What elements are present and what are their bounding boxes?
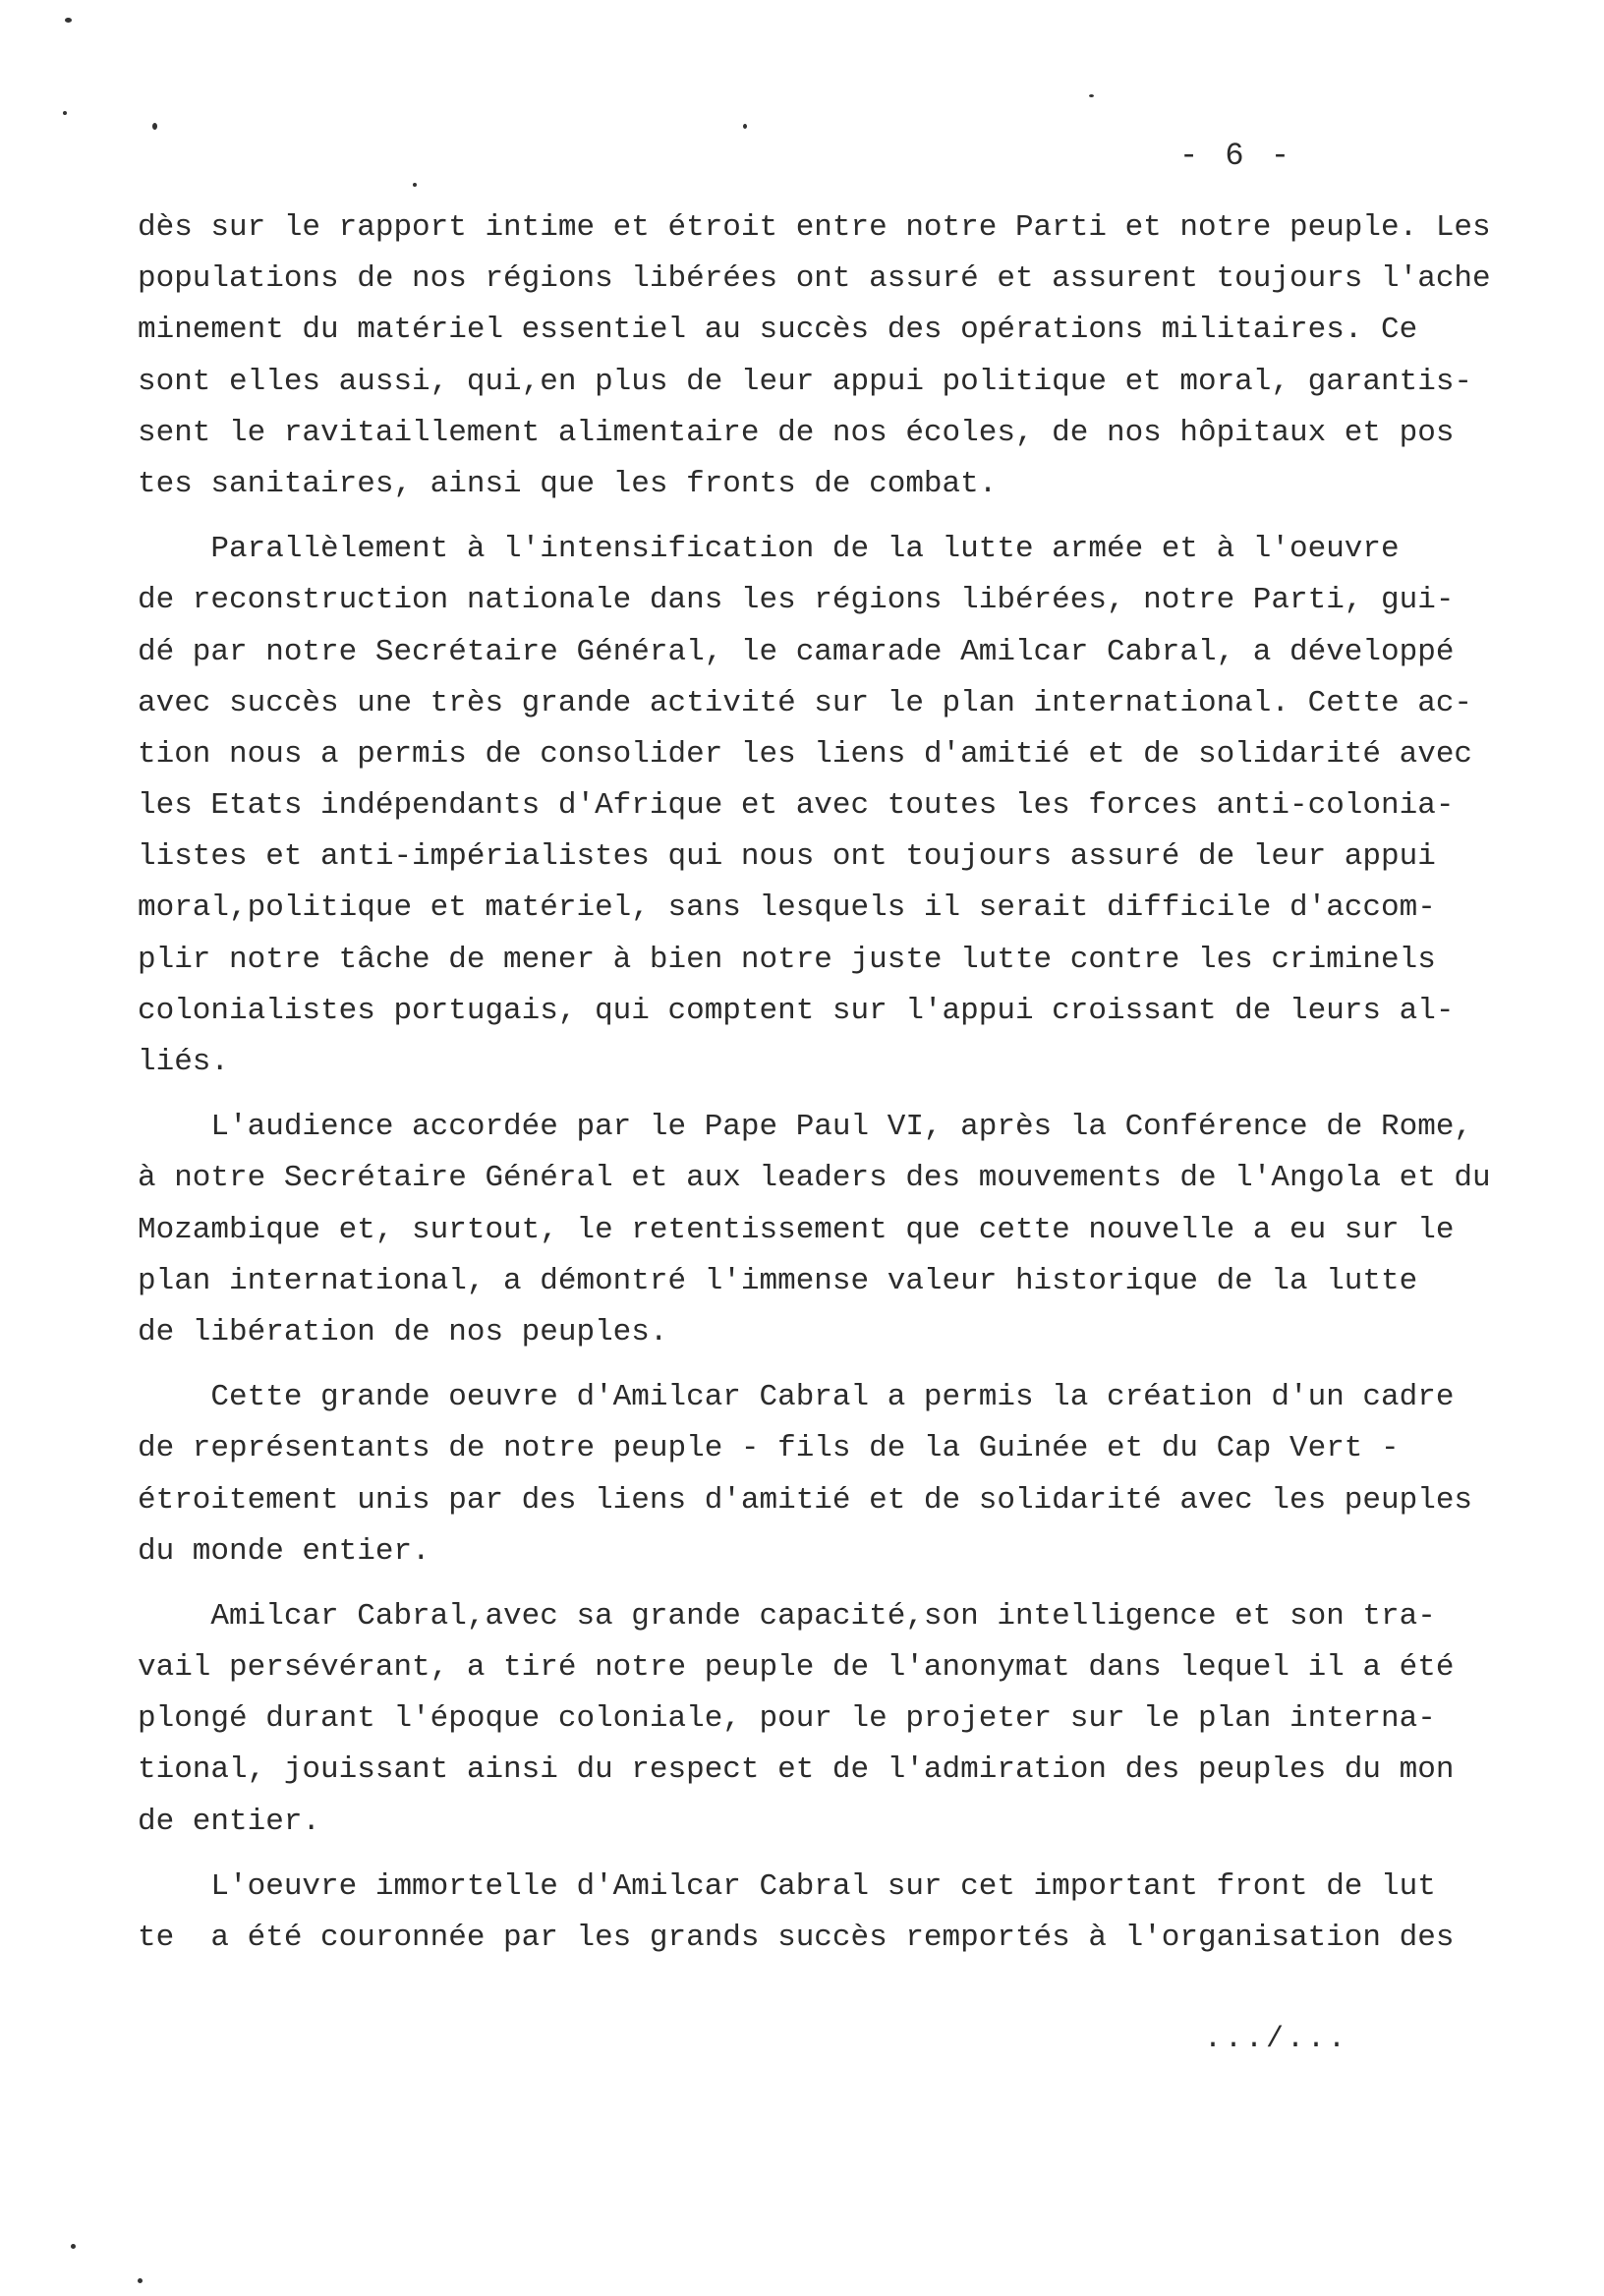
paragraph: [138, 202, 1563, 510]
text-line: minement du matériel essentiel au succès des opérations militaires. Ce: [138, 313, 1418, 348]
text-line: tes sanitaires, ainsi que les fronts de combat.: [138, 466, 998, 501]
paragraph: [138, 1591, 1563, 1848]
text-line: sont elles aussi, qui,en plus de leur appui politique et moral, garantis-: [138, 364, 1473, 399]
text-line: Cette grande oeuvre d'Amilcar Cabral a permis la création d'un cadre: [138, 1380, 1455, 1415]
scan-speck: [152, 123, 157, 130]
text-line: tional, jouissant ainsi du respect et de l'admiration des peuples du mon: [138, 1752, 1455, 1788]
text-line: plir notre tâche de mener à bien notre juste lutte contre les criminels: [138, 942, 1436, 977]
text-line: L'oeuvre immortelle d'Amilcar Cabral sur cet important front de lut: [138, 1868, 1436, 1904]
text-line: listes et anti-impérialistes qui nous ont toujours assuré de leur appui: [138, 839, 1436, 875]
scan-speck: [63, 111, 67, 115]
text-line: de libération de nos peuples.: [138, 1314, 668, 1349]
text-line: les Etats indépendants d'Afrique et avec toutes les forces anti-colonia-: [138, 788, 1455, 824]
scan-speck: [413, 183, 417, 187]
text-line: avec succès une très grande activité sur le plan international. Cette ac-: [138, 685, 1473, 720]
text-line: plan international, a démontré l'immense valeur historique de la lutte: [138, 1263, 1418, 1298]
text-line: dès sur le rapport intime et étroit entre notre Parti et notre peuple. Les: [138, 210, 1491, 245]
text-line: Mozambique et, surtout, le retentissement que cette nouvelle a eu sur le: [138, 1212, 1455, 1247]
text-line: te a été couronnée par les grands succès remportés à l'organisation des: [138, 1921, 1455, 1955]
text-line: vail persévérant, a tiré notre peuple de l'anonymat dans lequel il a été: [138, 1650, 1455, 1686]
scan-speck: [1089, 94, 1094, 97]
paragraph: [138, 1102, 1563, 1358]
text-line: tion nous a permis de consolider les liens d'amitié et de solidarité avec: [138, 736, 1473, 772]
page-number: - 6 -: [1179, 138, 1294, 174]
scan-speck: [138, 2278, 143, 2283]
body-text: [138, 202, 1563, 1978]
text-line: de représentants de notre peuple - fils de la Guinée et du Cap Vert -: [138, 1431, 1400, 1466]
text-line: à notre Secrétaire Général et aux leaders des mouvements de l'Angola et du: [138, 1161, 1491, 1196]
text-line: dé par notre Secrétaire Général, le camarade Amilcar Cabral, a développé: [138, 634, 1455, 669]
scan-speck: [71, 2244, 76, 2249]
text-line: plongé durant l'époque coloniale, pour le projeter sur le plan interna-: [138, 1701, 1436, 1737]
paragraph: [138, 1862, 1563, 1964]
text-line: de entier.: [138, 1804, 321, 1839]
scan-speck: [65, 18, 72, 23]
continuation-marker: .../...: [1204, 2023, 1349, 2056]
text-line: L'audience accordée par le Pape Paul VI, après la Conférence de Rome,: [138, 1110, 1473, 1145]
text-line: populations de nos régions libérées ont assuré et assurent toujours l'ache: [138, 261, 1491, 297]
scan-speck: [743, 124, 747, 129]
text-line: Amilcar Cabral,avec sa grande capacité,son intelligence et son tra-: [138, 1598, 1436, 1634]
text-line: du monde entier.: [138, 1533, 430, 1569]
text-line: colonialistes portugais, qui comptent sur l'appui croissant de leurs al-: [138, 993, 1455, 1028]
text-line: moral,politique et matériel, sans lesquels il serait difficile d'accom-: [138, 890, 1436, 926]
text-line: sent le ravitaillement alimentaire de nos écoles, de nos hôpitaux et pos: [138, 415, 1455, 450]
text-line: étroitement unis par des liens d'amitié et de solidarité avec les peuples: [138, 1482, 1473, 1518]
text-line: de reconstruction nationale dans les régions libérées, notre Parti, gui-: [138, 583, 1455, 618]
paragraph: [138, 524, 1563, 1088]
paragraph: [138, 1372, 1563, 1578]
text-line: liés.: [138, 1045, 230, 1079]
text-line: Parallèlement à l'intensification de la lutte armée et à l'oeuvre: [138, 532, 1400, 567]
